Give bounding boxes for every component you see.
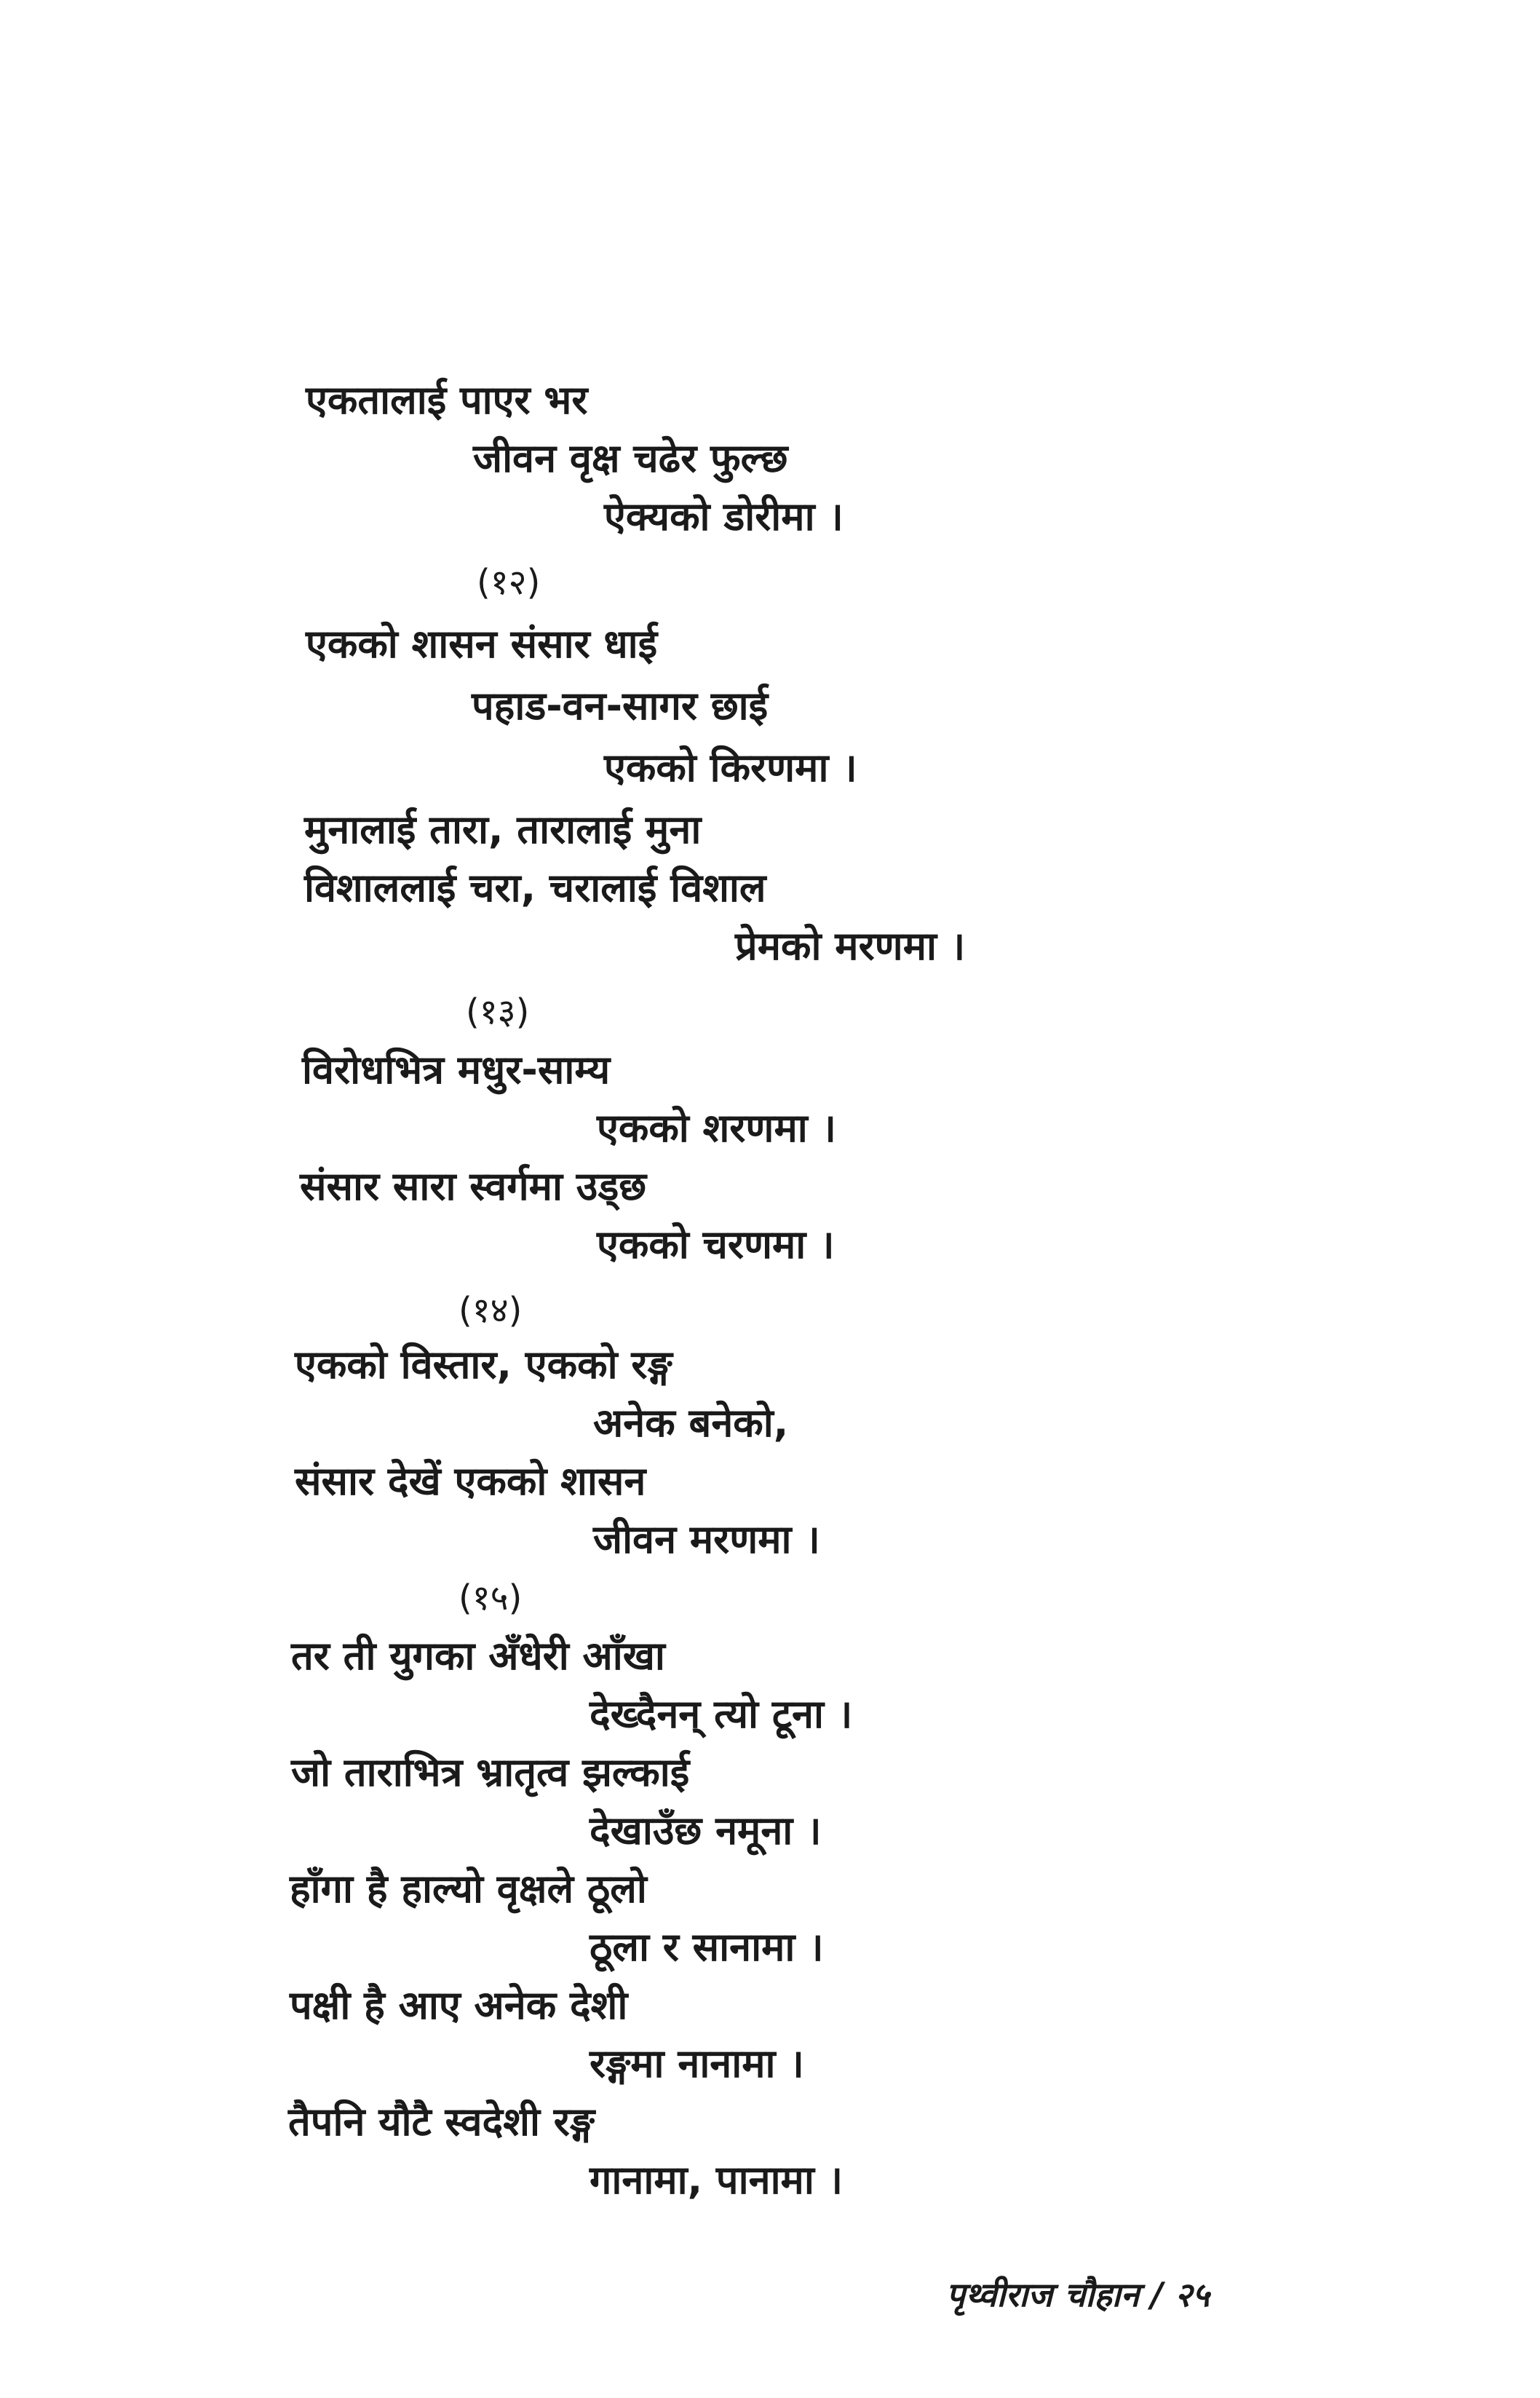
poem-line: जो ताराभित्र भ्रातृत्व झल्काई — [291, 1749, 690, 1795]
poem-line: हाँगा है हाल्यो वृक्षले ठूलो — [290, 1866, 647, 1912]
poem-line: ऐक्यको डोरीमा । — [604, 494, 844, 539]
poem-line: प्रेमको मरणमा । — [735, 923, 966, 969]
poem-line: गानामा, पानामा । — [590, 2157, 844, 2203]
poem-line: विशाललाई चरा, चरालाई विशाल — [304, 865, 766, 911]
poem-line: एकको विस्तार, एकको रङ्ग — [295, 1342, 672, 1388]
stanza-number: (१४) — [459, 1290, 523, 1331]
running-footer: पृथ्वीराज चौहान / २५ — [946, 2275, 1210, 2314]
poem-line: पक्षी है आए अनेक देशी — [290, 1982, 628, 2028]
poem-line: जीवन वृक्ष चढेर फुल्छ — [473, 435, 788, 481]
stanza-number: (१५) — [459, 1578, 523, 1618]
poem-line: संसार सारा स्वर्गमा उड्छ — [300, 1163, 647, 1209]
poem-line: तर ती युगका अँधेरी आँखा — [291, 1633, 665, 1679]
stanza-number: (१३) — [466, 992, 530, 1032]
poem-line: देखाउँछ नमूना । — [590, 1808, 822, 1853]
poem-line: जीवन मरणमा । — [593, 1516, 820, 1562]
poem-line: एकको किरणमा । — [604, 745, 857, 791]
poem-line: रङ्गमा नानामा । — [590, 2041, 804, 2086]
poem-line: देख्दैनन् त्यो टूना । — [590, 1691, 853, 1737]
poem-line: विरोधभित्र मधुर-साम्य — [302, 1047, 611, 1093]
poem-line: ठूला र सानामा । — [590, 1924, 824, 1970]
poem-line: संसार देखें एकको शासन — [295, 1458, 646, 1504]
poem-line: पहाड-वन-सागर छाई — [472, 683, 769, 729]
poem-line: मुनालाई तारा, तारालाई मुना — [304, 807, 702, 852]
poem-line: तैपनि यौटै स्वदेशी रङ्ग — [288, 2099, 595, 2145]
poem-line: एकको चरणमा । — [597, 1222, 835, 1267]
poem-line: एकतालाई पाएर भर — [306, 377, 588, 423]
stanza-number: (१२) — [477, 562, 541, 603]
poem-line: एकको शासन संसार धाई — [306, 621, 658, 667]
poem-line: अनेक बनेको, — [593, 1400, 789, 1446]
poem-line: एकको शरणमा । — [597, 1105, 836, 1151]
